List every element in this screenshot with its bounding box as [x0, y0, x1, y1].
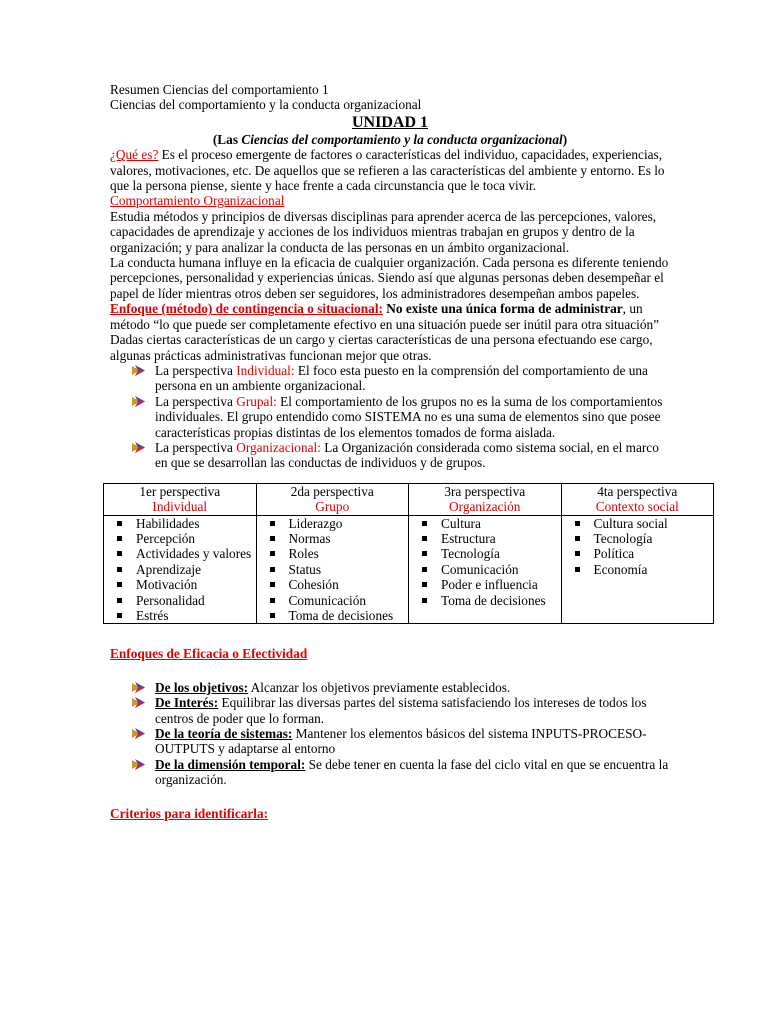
eficacia-item-label: De la dimensión temporal:	[155, 756, 306, 772]
unit-subtitle: (Las Ciencias del comportamiento y la conducta organizacional)	[212, 131, 568, 147]
table-cell-list	[260, 516, 406, 624]
enfoque-bold-text: No existe una única forma de administrar	[382, 301, 623, 317]
table-list-item: Economía	[565, 562, 711, 577]
table-list-item: Cohesión	[260, 577, 406, 592]
unit-title: UNIDAD 1	[352, 113, 428, 131]
eficacia-item: De Interés: Equilibrar las diversas partes del sistema satisfaciendo los intereses de todos los centros de poder que lo forman.	[110, 695, 670, 726]
table-list-item: Aprendizaje	[107, 562, 253, 577]
que-es-paragraph	[110, 147, 670, 193]
table-header-cell: 4ta perspectiva Contexto social	[561, 483, 714, 515]
table-cell-list	[412, 516, 558, 608]
table-list-item: Tecnología	[412, 546, 558, 561]
perspective-label: Individual:	[236, 362, 295, 378]
arrow-bullet-icon	[131, 364, 146, 377]
table-list-item: Cultura	[412, 516, 558, 531]
table-header-cell: 1er perspectiva Individual	[104, 483, 257, 515]
table-list-item: Normas	[260, 531, 406, 546]
perspective-table	[103, 483, 714, 625]
enfoque-para: Dadas ciertas características de un cargo y ciertas características de una persona efectuando ese cargo, algunas prácticas administrativas funcionan mejor que otras.	[110, 332, 653, 363]
perspective-label: Grupal:	[236, 393, 277, 409]
table-list-item: Estrés	[107, 608, 253, 623]
comportamiento-heading: Comportamiento Organizacional	[110, 193, 285, 209]
table-list-item: Habilidades	[107, 516, 253, 531]
header-line-2: Ciencias del comportamiento y la conducta organizacional	[110, 97, 422, 113]
table-list-item: Comunicación	[260, 593, 406, 608]
table-cell-list	[107, 516, 253, 624]
table-list-item: Cultura social	[565, 516, 711, 531]
eficacia-item-label: De los objetivos:	[155, 679, 249, 695]
comportamiento-para-1: Estudia métodos y principios de diversas disciplinas para aprender acerca de las percepciones, valores, capacidades de aprendizaje y acciones de los individuos mientras trabajan en grupos y dentro de la organización; y para analizar la conducta de las personas en un ámbito organizacional.	[110, 208, 657, 255]
table-list-item: Poder e influencia	[412, 577, 558, 592]
table-list-item: Actividades y valores	[107, 546, 253, 561]
table-list-item: Personalidad	[107, 593, 253, 608]
table-header-row	[104, 483, 714, 515]
arrow-bullet-icon	[131, 441, 146, 454]
comportamiento-para-2: La conducta humana influye en la eficacia de cualquier organización. Cada persona es diferente teniendo percepciones, personalidad y experiencias únicas. Siendo así que algunas personas deben desempeñar el papel de líder mientras otros deben ser seguidores, los administradores desempeñan ambos papeles.	[110, 255, 669, 301]
table-body-cell	[104, 515, 257, 624]
table-list-item: Toma de decisiones	[260, 608, 406, 623]
eficacia-item-label: De la teoría de sistemas:	[155, 726, 293, 742]
table-list-item: Tecnología	[565, 531, 711, 546]
table-header-cell: 2da perspectiva Grupo	[256, 483, 409, 515]
eficacia-item: De los objetivos: Alcanzar los objetivos previamente establecidos.	[110, 680, 670, 695]
enfoque-paragraph	[110, 301, 670, 332]
eficacia-item-label: De Interés:	[155, 695, 219, 711]
enfoque-label: Enfoque (método) de contingencia o situacional:	[110, 301, 383, 317]
document-body	[110, 82, 679, 821]
table-list-item: Estructura	[412, 531, 558, 546]
table-list-item: Liderazgo	[260, 516, 406, 531]
table-header-cell: 3ra perspectiva Organización	[409, 483, 562, 515]
table-body-cell	[409, 515, 562, 624]
perspective-item: La perspectiva Individual: El foco esta puesto en la comprensión del comportamiento de una persona en un ambiente organizacional.	[110, 363, 670, 394]
criterios-heading: Criterios para identificarla:	[110, 805, 269, 821]
eficacia-heading: Enfoques de Eficacia o Efectividad	[110, 646, 308, 662]
arrow-bullet-icon	[131, 727, 146, 740]
eficacia-list	[110, 680, 670, 788]
header-line-1: Resumen Ciencias del comportamiento 1	[110, 82, 329, 97]
table-body-cell	[256, 515, 409, 624]
table-list-item: Status	[260, 562, 406, 577]
perspective-item: La perspectiva Grupal: El comportamiento de los grupos no es la suma de los comportamientos individuales. El grupo entendido como SISTEMA no es una suma de elementos sino que posee características propias distintas de los elementos tomados de forma aislada.	[110, 394, 670, 440]
perspective-label: Organizacional:	[236, 439, 321, 455]
arrow-bullet-icon	[131, 758, 146, 771]
perspective-item: La perspectiva Organizacional: La Organización considerada como sistema social, en el marco en que se desarrollan las conductas de individuos y de grupos.	[110, 440, 670, 471]
table-cell-list	[565, 516, 711, 578]
eficacia-item: De la dimensión temporal: Se debe tener en cuenta la fase del ciclo vital en que se encuentra la organización.	[110, 757, 670, 788]
que-es-text: Es el proceso emergente de factores o características del individuo, capacidades, experiencias, valores, motivaciones, etc. De aquellos que se refieren a las características del ambiente y entorno. Es lo que la persona piense, siente y hace frente a cada circunstancia que le toca vivir.	[110, 147, 665, 194]
table-list-item: Roles	[260, 546, 406, 561]
table-list-item: Motivación	[107, 577, 253, 592]
table-list-item: Percepción	[107, 531, 253, 546]
table-list-item: Política	[565, 546, 711, 561]
arrow-bullet-icon	[131, 696, 146, 709]
table-body-row	[104, 515, 714, 624]
arrow-bullet-icon	[131, 681, 146, 694]
perspective-list	[110, 363, 670, 471]
table-body-cell	[561, 515, 714, 624]
que-es-label: ¿Qué es?	[110, 147, 159, 163]
table-list-item: Toma de decisiones	[412, 593, 558, 608]
arrow-bullet-icon	[131, 395, 146, 408]
enfoque-rest: , un método “lo que puede ser completamente efectivo en una situación puede ser inútil para otra situación”	[110, 301, 660, 332]
table-list-item: Comunicación	[412, 562, 558, 577]
eficacia-item: De la teoría de sistemas: Mantener los elementos básicos del sistema INPUTS-PROCESO-OUTPUTS y adaptarse al entorno	[110, 726, 670, 757]
